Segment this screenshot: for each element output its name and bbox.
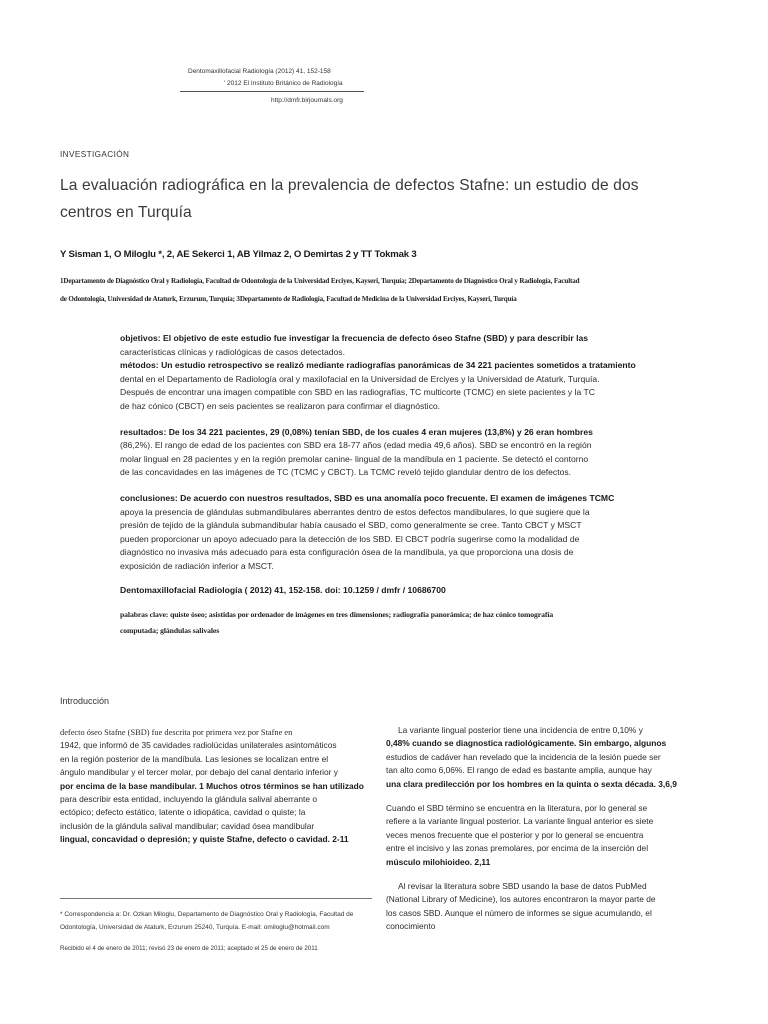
correspondence-line-2: Odontología, Universidad de Ataturk, Erzurum 25240, Turquía. E-mail: omiloglu@hotmail.com xyxy=(60,924,330,931)
results-line: de las concavidades en las imágenes de TC (TCMC y CBCT). La TCMC reveló tejido glandular dentro de los defectos. xyxy=(120,467,572,478)
title-line-1: La evaluación radiográfica en la prevalencia de defectos Stafne: un estudio de dos xyxy=(60,177,639,194)
correspondence-line-1: * Correspondencia a: Dr. Ozkan Miloglu, Departamento de Diagnóstico Oral y Radiología, Facultad de xyxy=(60,911,354,918)
body-line: en la región posterior de la mandíbula. Las lesiones se localizan entre el xyxy=(60,753,329,764)
right-column xyxy=(386,724,716,934)
intro-heading: Introducción xyxy=(60,696,110,706)
results-text: De los 34 221 pacientes, 29 (0,08%) tenían SBD, de los cuales 4 eran mujeres (13,8%) y 26 eran hombres xyxy=(168,426,593,437)
results-line: molar lingual en 28 pacientes y en la región premolar canine- lingual de la mandíbula en 1 paciente. Se detectó el contorno xyxy=(120,453,589,464)
conclusions-text: De acuerdo con nuestros resultados, SBD es una anomalía poco frecuente. El examen de imágenes TCMC xyxy=(180,492,615,503)
header-rule xyxy=(180,91,364,92)
body-line: 1942, que informó de 35 cavidades radiolúcidas unilaterales asintomáticos xyxy=(60,740,337,751)
body-line: refiere a la variante lingual posterior. La variante lingual anterior es siete xyxy=(386,816,654,827)
copyright-line: ' 2012 El Instituto Británico de Radiología xyxy=(224,80,343,87)
results-line: (86,2%). El rango de edad de los pacientes con SBD era 18-77 años (edad media 49,6 años). SBD se encontró en la región xyxy=(120,440,592,451)
abstract xyxy=(120,332,720,639)
abstract-methods xyxy=(120,359,720,373)
abstract-objectives xyxy=(120,332,720,346)
conclusions-line: exposición de radiación inferior a MSCT. xyxy=(120,560,274,571)
authors: Y Sisman 1, O Miloglu *, 2, AE Sekerci 1, AB Yilmaz 2, O Demirtas 2 y TT Tokmak 3 xyxy=(60,249,417,260)
body-line: para describir esta entidad, incluyendo la glándula salival aberrante o xyxy=(60,794,317,805)
footnote-correspondence xyxy=(60,908,380,934)
body-line: lingual, concavidad o depresión; y quiste Stafne, defecto o cavidad. 2-11 xyxy=(60,834,349,845)
section-label: INVESTIGACIÓN xyxy=(60,150,130,159)
left-column xyxy=(60,726,370,847)
methods-line: de haz cónico (CBCT) en seis pacientes se realizaron para confirmar el diagnóstico. xyxy=(120,400,441,411)
body-line: 0,48% cuando se diagnostica radiológicamente. Sin embargo, algunos xyxy=(386,738,667,749)
footnote-received: Recibido el 4 de enero de 2011; revisó 23 de enero de 2011; aceptado el 25 de enero de 2011 xyxy=(60,945,318,952)
body-line: ectópico; defecto estático, latente o idiopática, cavidad o quiste; la xyxy=(60,807,306,818)
keywords xyxy=(120,607,720,639)
body-line: (National Library of Medicine), los autores encontraron la mayor parte de xyxy=(386,894,656,905)
methods-line: dental en el Departamento de Radiología oral y maxilofacial en la Universidad de Erciyes y la Universidad de Ataturk, Turquía. xyxy=(120,373,600,384)
conclusions-label: conclusiones: xyxy=(120,492,178,503)
conclusions-line: pueden proporcionar un apoyo adecuado para la detección de los SBD. El CBCT podría sugerirse como la modalidad de xyxy=(120,533,580,544)
body-line: músculo milohioideo. 2,11 xyxy=(386,856,491,867)
abstract-citation: Dentomaxillofacial Radiología ( 2012) 41, 152-158. doi: 10.1259 / dmfr / 10686700 xyxy=(120,584,446,595)
body-line: inclusión de la glándula salival mandibular; cavidad ósea mandibular xyxy=(60,820,315,831)
body-line: veces menos frecuente que el posterior y por lo general se encuentra xyxy=(386,829,644,840)
abstract-results xyxy=(120,426,720,440)
conclusions-line: diagnóstico no invasiva más adecuado para esta configuración ósea de la mandíbula, ya que proporciona una dosis de xyxy=(120,547,574,558)
methods-text: Un estudio retrospectivo se realizó mediante radiografías panorámicas de 34 221 pacientes sometidos a tratamiento xyxy=(161,360,636,371)
affiliations xyxy=(60,272,750,308)
methods-label: métodos: xyxy=(120,360,159,371)
body-line: Al revisar la literatura sobre SBD usando la base de datos PubMed xyxy=(398,881,647,892)
results-label: resultados: xyxy=(120,426,167,437)
body-line: conocimiento xyxy=(386,921,436,932)
keywords-line-1: palabras clave: quiste óseo; asistidas por ordenador de imágenes en tres dimensiones; radiografía panorámica; de haz cónico tomografía xyxy=(120,610,554,620)
objectives-label: objetivos: xyxy=(120,333,161,343)
body-line: La variante lingual posterior tiene una incidencia de entre 0,10% y xyxy=(398,725,643,735)
journal-url[interactable]: http://dmfr.birjournals.org xyxy=(271,97,343,104)
body-line: tan alto como 6,06%. El rango de edad es bastante amplia, aunque hay xyxy=(386,765,652,776)
body-line: los casos SBD. Aunque el número de informes se sigue acumulando, el xyxy=(386,907,652,918)
affiliation-line-2: de Odontología, Universidad de Ataturk, Erzurum, Turquía; 3Departamento de Radiología, Facultad de Medicina de la Universidad Erciyes, Kayseri, Turquía xyxy=(60,295,517,303)
journal-line: Dentomaxillofacial Radiología (2012) 41, 152-158 xyxy=(188,68,331,75)
objectives-text-2: características clínicas y radiológicas de casos detectados. xyxy=(120,346,345,357)
footnote-rule xyxy=(60,898,372,899)
body-line: entre el incisivo y las zonas premolares, por encima de la inserción del xyxy=(386,843,649,854)
body-line: defecto óseo Stafne (SBD) fue descrita por primera vez por Stafne en xyxy=(60,728,293,737)
body-line: Cuando el SBD término se encuentra en la literatura, por lo general se xyxy=(386,803,648,814)
page-title xyxy=(60,172,639,226)
abstract-conclusions xyxy=(120,492,720,506)
body-line: por encima de la base mandibular. 1 Muchos otros términos se han utilizado xyxy=(60,780,364,791)
objectives-text: El objetivo de este estudio fue investigar la frecuencia de defecto óseo Stafne (SBD) y para describir las xyxy=(162,333,589,343)
conclusions-line: apoya la presencia de glándulas submandibulares aberrantes dentro de estos defectos mandibulares, lo que sugiere que la xyxy=(120,506,590,517)
conclusions-line: presión de tejido de la glándula submandibular había causado el SBD, como generalmente se cree. Tanto CBCT y MSCT xyxy=(120,520,582,531)
body-line: estudios de cadáver han revelado que la incidencia de la lesión puede ser xyxy=(386,751,661,762)
body-line: una clara predilección por los hombres en la quinta o sexta década. 3,6,9 xyxy=(386,778,677,789)
body-line: ángulo mandibular y el tercer molar, por debajo del canal dentario inferior y xyxy=(60,767,338,778)
keywords-line-2: computada; glándulas salivales xyxy=(120,626,220,636)
title-line-2: centros en Turquía xyxy=(60,204,192,221)
methods-line: Después de encontrar una imagen compatible con SBD en las radiografías, TC multicorte (TCMC) en siete pacientes y la TC xyxy=(120,387,595,398)
affiliation-line-1: 1Departamento de Diagnóstico Oral y Radiología, Facultad de Odontología de la Universidad Erciyes, Kayseri, Turquía; 2Departamento de Diagnóstico Oral y Radiología, Facultad xyxy=(60,277,580,285)
